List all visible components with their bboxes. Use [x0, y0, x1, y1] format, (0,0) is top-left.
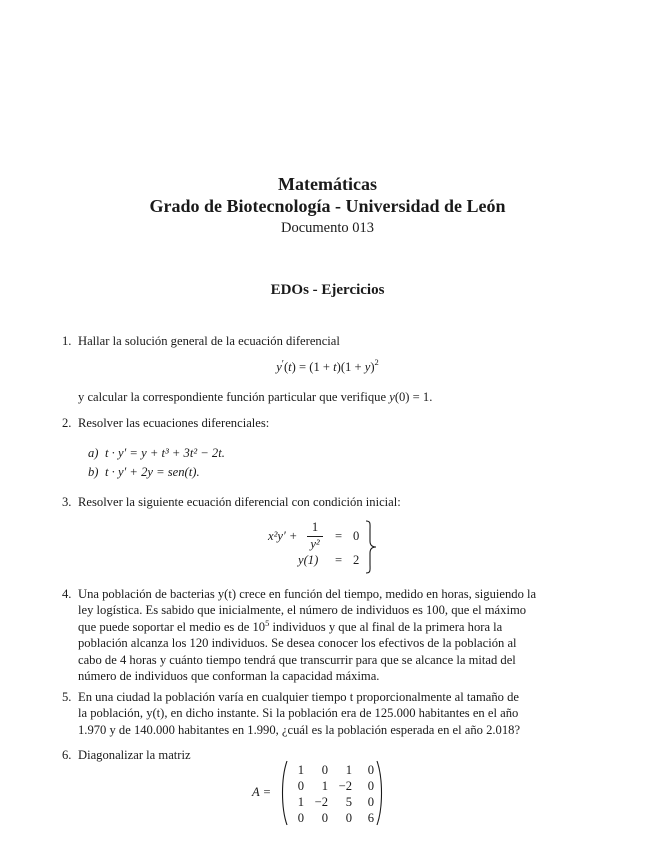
system-eq2-rhs: 2: [353, 553, 360, 567]
subitem-text: t · y′ = y + t³ + 3t² − 2t.: [105, 446, 225, 460]
system-eq1-lhs: x²y′ +: [268, 529, 298, 543]
problem-text-line: ley logística. Es sabido que inicialmente, el número de individuos es 100, que el máximo: [78, 603, 527, 618]
problem-number: 3.: [62, 495, 72, 509]
problem-4: [62, 586, 564, 684]
problem-text-line: Una población de bacterias y(t) crece en función del tiempo, medido en horas, siguiendo la: [78, 587, 537, 601]
matrix-name: A =: [252, 785, 272, 799]
equation-system: [262, 520, 392, 572]
system-eq1-relation: =: [335, 529, 343, 543]
right-brace-icon: [364, 520, 378, 574]
matrix-cell: 1: [297, 795, 304, 809]
system-eq2-relation: =: [335, 553, 343, 567]
system-eq1-rhs: 0: [353, 529, 360, 543]
eq-part: )(1 +: [336, 360, 365, 374]
page-title: Matemáticas: [278, 174, 377, 194]
problem-text-line: [78, 619, 564, 635]
eq-part: y: [364, 360, 371, 374]
matrix-cell: 0: [367, 779, 374, 793]
problem-text-part: y calcular la correspondiente función particular que verifique: [78, 390, 390, 404]
problem-number: 2.: [62, 416, 72, 430]
problem-1-continued: [62, 389, 564, 405]
matrix-cell: 0: [321, 763, 328, 777]
eq-part: ): [370, 360, 375, 374]
matrix: [250, 760, 390, 826]
page-subtitle: Grado de Biotecnología - Universidad de León: [149, 196, 506, 216]
eq-part: (: [283, 360, 289, 374]
problem-2: [62, 415, 564, 431]
problem-text-line: cabo de 4 horas y cuánto tiempo tendrá que transcurrir para que se alcance la mitad del: [78, 652, 516, 667]
eq-part: t: [333, 360, 337, 374]
matrix-cell: 0: [297, 811, 304, 825]
problem-number: 1.: [62, 334, 72, 348]
problem-number: 6.: [62, 748, 72, 762]
problem-number: 5.: [62, 690, 72, 704]
fraction-denominator: y²: [310, 537, 320, 551]
problem-text: Hallar la solución general de la ecuación diferencial: [78, 334, 340, 348]
eq-part: y: [276, 360, 282, 374]
matrix-cell: 0: [345, 811, 352, 825]
problem-text-part: y: [389, 390, 395, 404]
problem-text-line: número de individuos que conforman la capacidad máxima.: [78, 669, 380, 684]
problem-text-part: que puede soportar el medio es de 10: [78, 619, 266, 634]
problem-number: 4.: [62, 587, 72, 601]
document-number: Documento 013: [280, 220, 375, 236]
right-paren-icon: [376, 760, 384, 826]
matrix-cell: 1: [321, 779, 328, 793]
problem-text-part: individuos y que al final de la primera hora la: [269, 619, 503, 634]
matrix-cell: −2: [338, 779, 352, 793]
subitem-text: t · y′ + 2y = sen(t).: [105, 465, 200, 479]
exponent: 5: [265, 617, 270, 628]
matrix-cell: 0: [321, 811, 328, 825]
problem-text: [78, 389, 564, 405]
eq-part: 2: [374, 357, 379, 367]
problem-text-line: población alcanza los 120 individuos. Se desea conocer los efectivos de la población al: [78, 636, 517, 651]
matrix-cell: 0: [367, 795, 374, 809]
eq-part: t: [288, 360, 292, 374]
eq-part: ′: [281, 359, 284, 370]
matrix-cell: 6: [367, 811, 374, 825]
subitem-label: a): [88, 446, 99, 460]
problem-1: [62, 333, 564, 349]
matrix-cell: −2: [314, 795, 328, 809]
equation-1: [0, 357, 655, 375]
problem-5: [62, 689, 564, 738]
system-eq2-lhs: y(1): [298, 553, 319, 567]
problem-text-line: 1.970 y de 140.000 habitantes en 1.990, ¿cuál es la población esperada en el año 2.018?: [78, 722, 521, 737]
problem-text: Diagonalizar la matriz: [78, 748, 191, 762]
matrix-cell: 0: [367, 763, 374, 777]
problem-text-part: (0) = 1.: [394, 390, 433, 404]
problem-text: Resolver la siguiente ecuación diferencial con condición inicial:: [78, 495, 401, 509]
subitem-label: b): [88, 465, 99, 479]
matrix-cell: 1: [297, 763, 304, 777]
matrix-cell: 5: [345, 795, 352, 809]
problem-3: [62, 494, 564, 510]
eq-part: ) = (1 +: [291, 360, 334, 374]
fraction-numerator: 1: [311, 520, 319, 534]
matrix-cell: 1: [345, 763, 352, 777]
matrix-cell: 0: [297, 779, 304, 793]
problem-text: Resolver las ecuaciones diferenciales:: [78, 416, 270, 430]
section-title: EDOs - Ejercicios: [270, 282, 385, 298]
problem-text-line: la población, y(t), en dicho instante. Si la población era de 125.000 habitantes en el año: [78, 706, 519, 721]
problem-text-line: En una ciudad la población varía en cualquier tiempo t proporcionalmente al tamaño de: [78, 690, 519, 704]
